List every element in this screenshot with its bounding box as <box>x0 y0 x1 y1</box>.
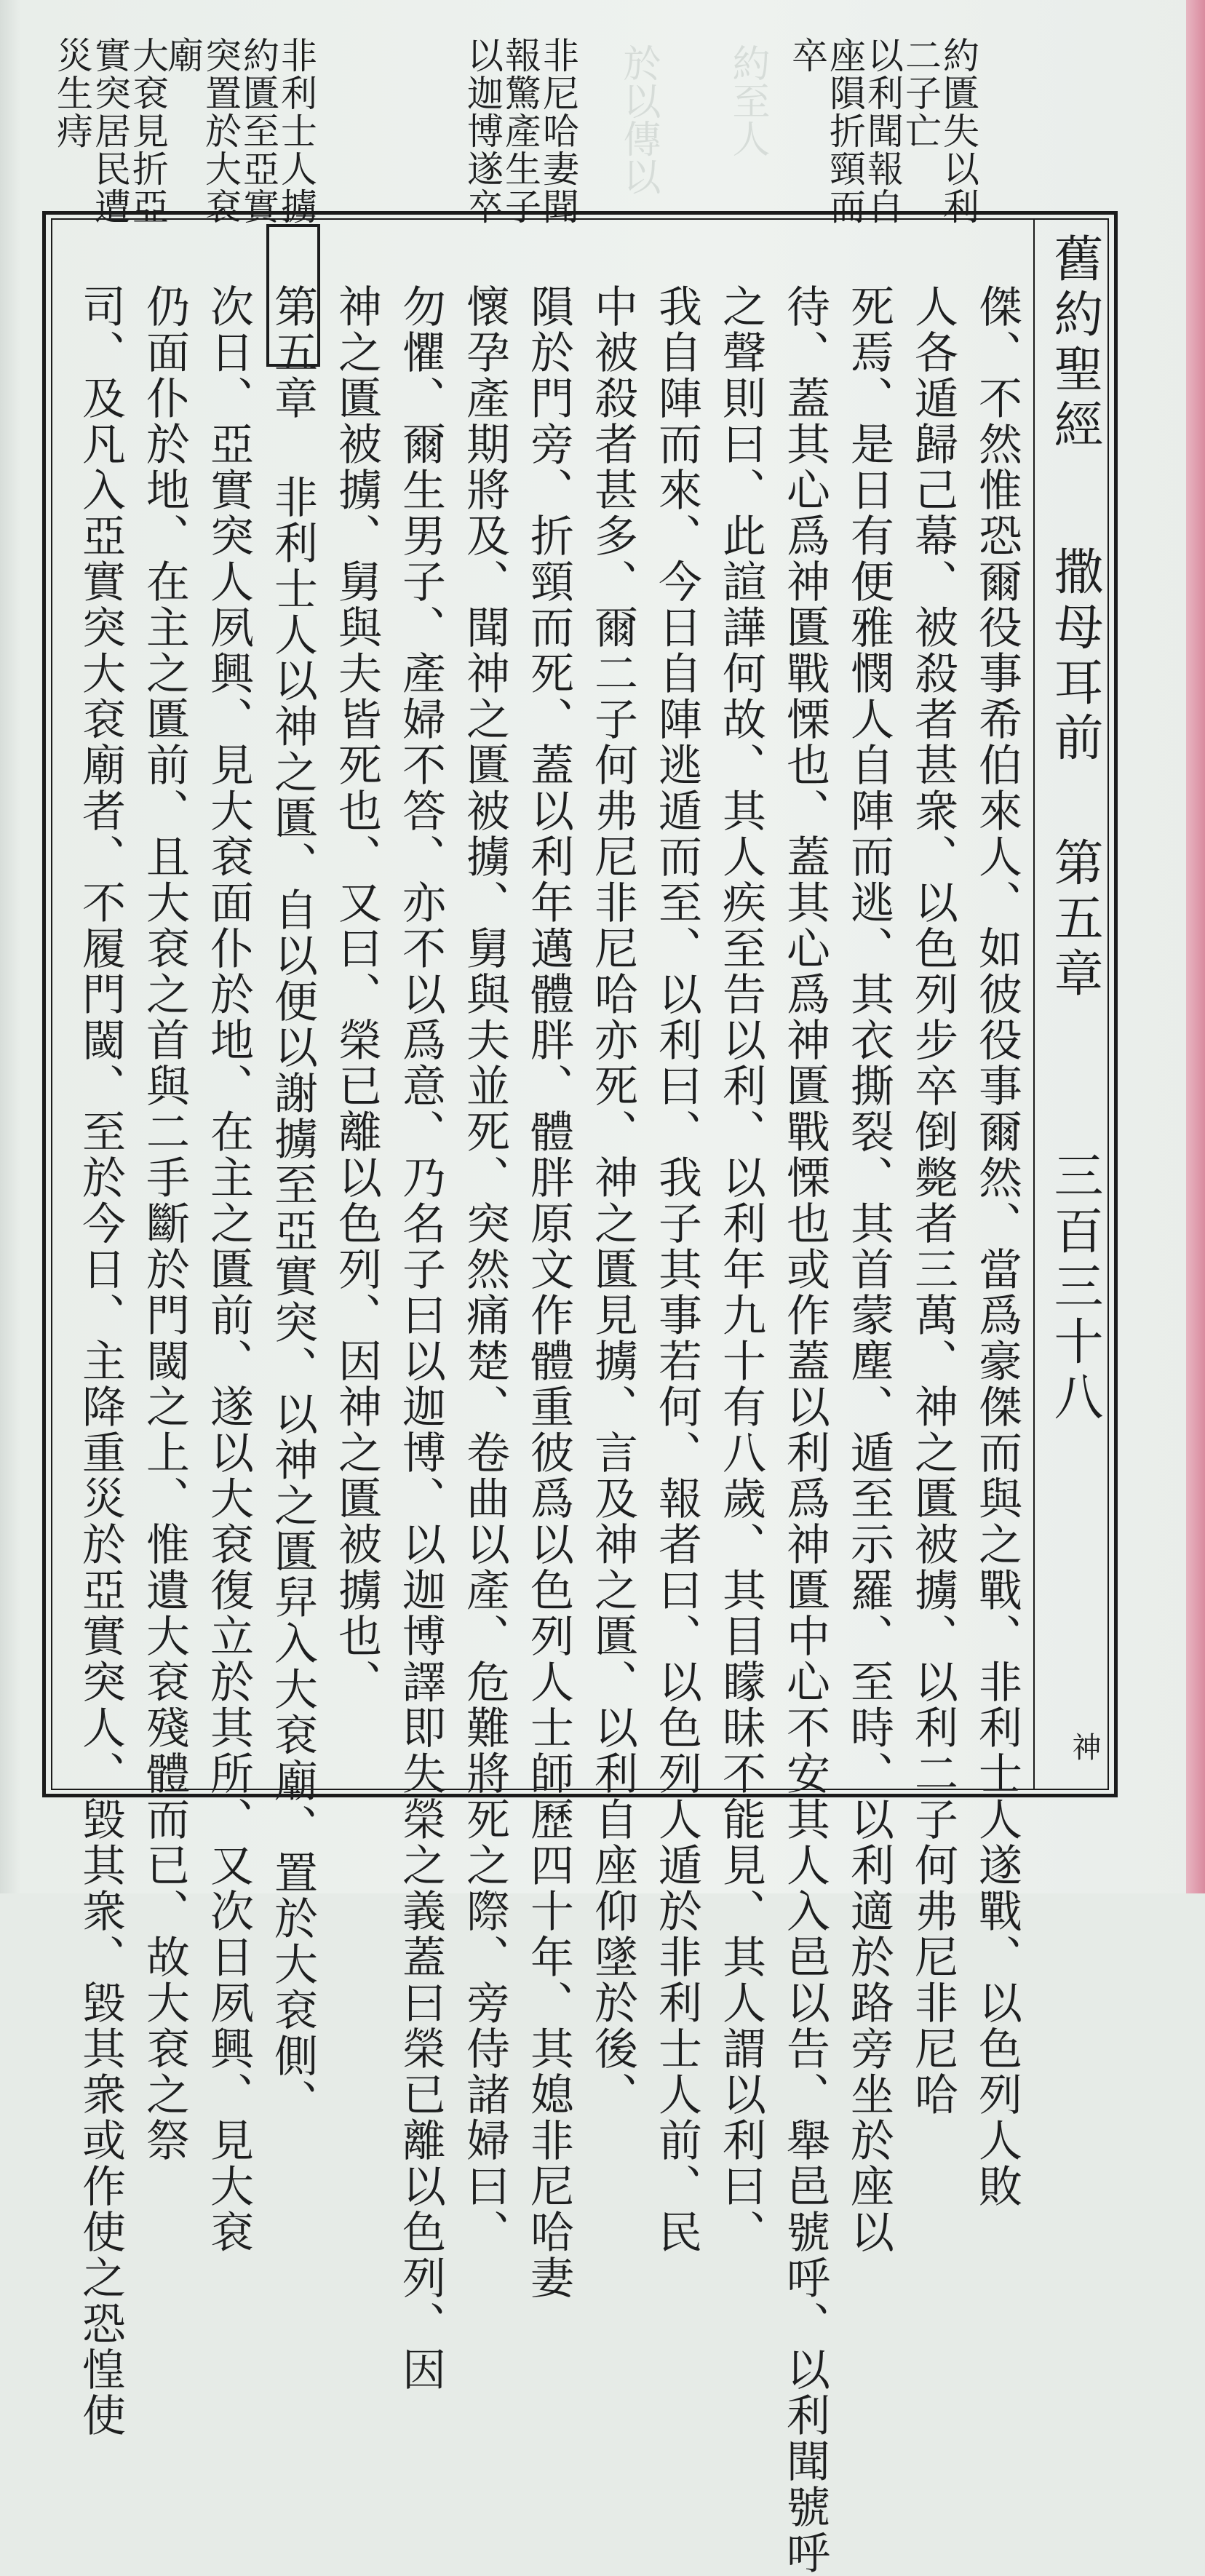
margin-note: 突置於大袞 <box>199 36 242 226</box>
text-column: 神之匱被擄、舅與夫皆死也、又曰、榮已離以色列、因神之匱被擄也、 <box>331 284 382 1705</box>
text-column: 懷孕產期將及、聞神之匱被擄、舅與夫並死、突然痛楚、卷曲以產、危難將死之際、旁侍諸婦曰、 <box>459 284 510 2255</box>
text-column: 死焉、是日有便雅憫人自陣而逃、其衣撕裂、其首蒙塵、遁至示羅、至時、以利適於路旁坐於座以 <box>843 284 894 2255</box>
margin-note: 大袞見折亞 <box>127 36 169 226</box>
margin-note: 約匱失以利 <box>937 36 979 226</box>
text-column: 待、蓋其心爲神匱戰慄也、蓋其心爲神匱戰慄也或作蓋以利爲神匱中心不安其人入邑以告、舉邑號呼、以利聞號呼 <box>779 284 830 2576</box>
margin-note: 實突居民遭 <box>89 36 131 226</box>
book-title: 舊約聖經 <box>1046 233 1103 454</box>
text-column: 司、及凡入亞實突大袞廟者、不履門閾、至於今日、主降重災於亞實突人、毀其衆、毀其衆或作使之恐惶使 <box>75 284 126 2438</box>
margin-note: 以迦博遂卒 <box>461 36 504 226</box>
text-column: 仍面仆於地、在主之匱前、且大袞之首與二手斷於門閾之上、惟遺大袞殘體而已、故大袞之祭 <box>139 284 190 2163</box>
chapter-marker-box <box>266 224 320 367</box>
text-column: 第五章 非利士人以神之匱、自以便以謝擄至亞實突、以神之匱舁入大袞廟、置於大袞側、 <box>267 284 318 2125</box>
text-column: 我自陣而來、今日自陣逃遁而至、以利曰、我子其事若何、報者曰、以色列人遁於非利士人前、民 <box>651 284 702 2255</box>
text-column: 次日、亞實突人夙興、見大袞面仆於地、在主之匱前、遂以大袞復立於其所、又次日夙興、見大袞 <box>203 284 254 2255</box>
margin-note: 二子亡 <box>899 36 942 150</box>
margin-note: 非尼哈妻聞 <box>537 36 579 226</box>
text-column: 隕於門旁、折頸而死、蓋以利年邁體胖、體胖原文作體重彼爲以色列人士師歷四十年、其媳非尼哈妻 <box>523 284 574 2301</box>
text-column: 之聲則曰、此諠譁何故、其人疾至告以利、以利年九十有八歲、其目矇昧不能見、其人謂以利曰、 <box>715 284 766 2255</box>
chapter-heading: 第五章 <box>1046 837 1103 1003</box>
side-mark: 神 <box>1067 1732 1101 1761</box>
text-column: 人各遁歸己幕、被殺者甚衆、以色列步卒倒斃者三萬、神之匱被擄、以利二子何弗尼非尼哈 <box>907 284 958 2118</box>
margin-note: 約匱至亞實 <box>237 36 279 226</box>
text-column: 勿懼、爾生男子、產婦不答、亦不以爲意、乃名子曰以迦博、以迦博譯即失榮之義蓋曰榮已離以色列、因 <box>395 284 446 2393</box>
text-column: 中被殺者甚多、爾二子何弗尼非尼哈亦死、神之匱見擄、言及神之匱、以利自座仰墜於後、 <box>587 284 638 2118</box>
margin-note: 災生痔 <box>51 36 93 150</box>
text-column: 傑、不然惟恐爾役事希伯來人、如彼役事爾然、當爲豪傑而與之戰、非利士人遂戰、以色列人敗 <box>971 284 1022 2209</box>
bleed-through: 於以傳以 <box>616 44 660 195</box>
page-number: 三百三十八 <box>1046 1150 1103 1426</box>
margin-note: 以利聞報自 <box>862 36 904 226</box>
margin-note: 座隕折頸而 <box>824 36 866 226</box>
margin-note: 非利士人擄 <box>275 36 317 226</box>
bleed-through: 約至人 <box>725 44 769 157</box>
margin-note: 卒 <box>786 36 828 74</box>
margin-note: 廟 <box>162 36 204 74</box>
margin-note: 報驚產生子 <box>499 36 541 226</box>
page-edge <box>1186 0 1205 1893</box>
header-rule <box>1033 218 1035 1790</box>
book-name: 撒母耳前 <box>1046 546 1103 767</box>
